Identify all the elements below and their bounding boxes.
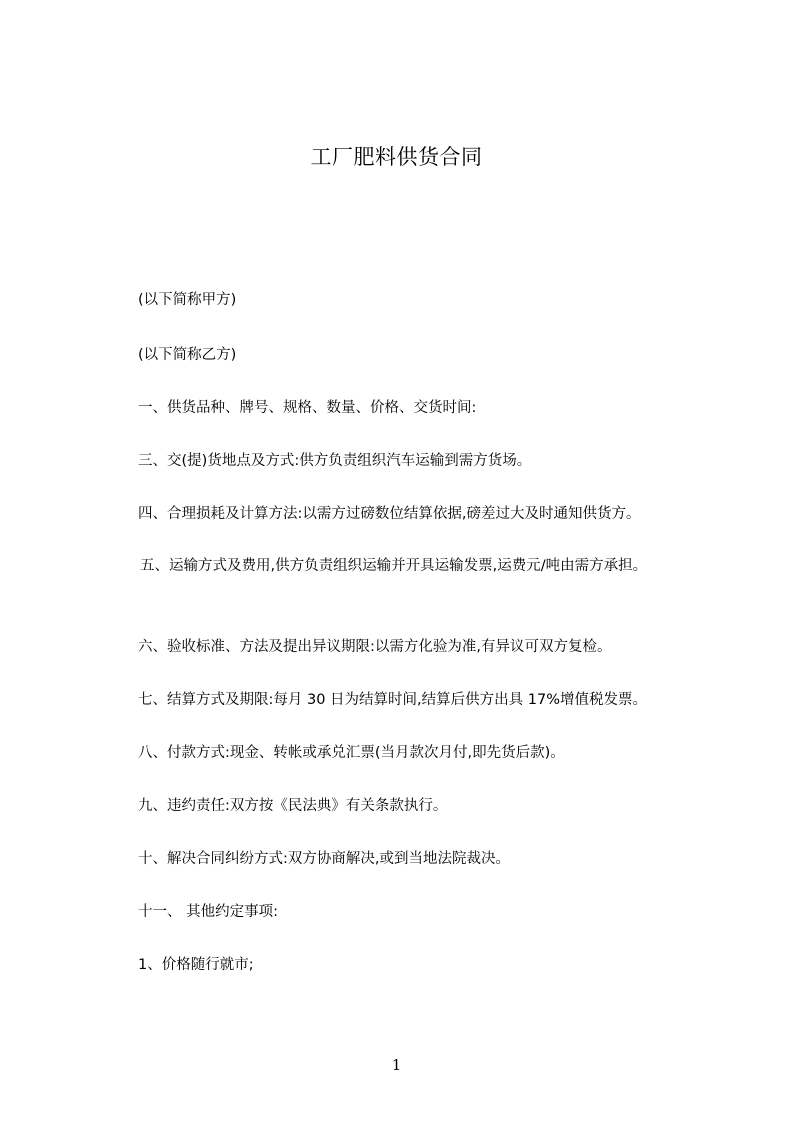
party-a-line: (以下简称甲方) <box>138 292 237 308</box>
clause-1: 一、供货品种、牌号、规格、数量、价格、交货时间: <box>138 400 477 416</box>
party-b-line: (以下简称乙方) <box>138 347 237 363</box>
clause-5: 五、运输方式及费用,供方负责组织运输并开具运输发票,运费元/吨由需方承担。 <box>140 558 648 574</box>
clause-3: 三、交(提)货地点及方式:供方负责组织汽车运输到需方货场。 <box>138 453 532 469</box>
clause-4: 四、合理损耗及计算方法:以需方过磅数位结算依据,磅差过大及时通知供货方。 <box>138 506 641 522</box>
clause-9: 九、违约责任:双方按《民法典》有关条款执行。 <box>138 798 448 814</box>
clause-11-item-1: 1、价格随行就市; <box>138 957 254 973</box>
clause-7: 七、结算方式及期限:每月 30 日为结算时间,结算后供方出具 17%增值税发票。 <box>138 692 647 708</box>
clause-6: 六、验收标准、方法及提出异议期限:以需方化验为准,有异议可双方复检。 <box>138 639 612 655</box>
clause-11: 十一、 其他约定事项: <box>138 904 278 920</box>
document-title: 工厂肥料供货合同 <box>310 145 483 169</box>
clause-8: 八、付款方式:现金、转帐或承兑汇票(当月款次月付,即先货后款)。 <box>138 745 565 761</box>
clause-10: 十、解决合同纠纷方式:双方协商解决,或到当地法院裁决。 <box>138 851 510 867</box>
page-number: 1 <box>391 1056 402 1074</box>
